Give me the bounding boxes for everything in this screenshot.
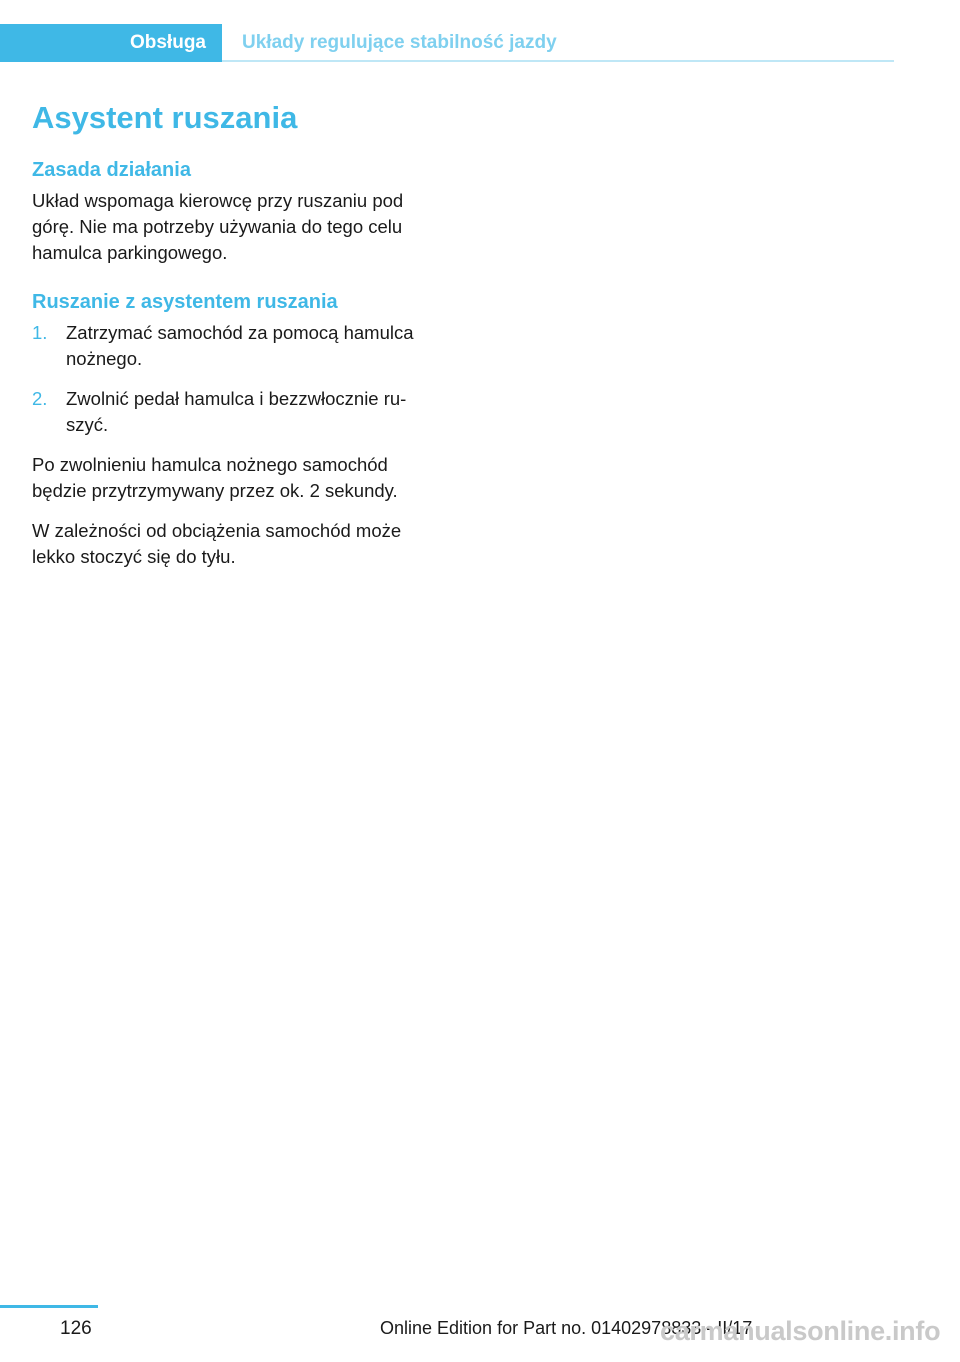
header-divider: [222, 60, 894, 62]
edition-note: Online Edition for Part no. 01402978833 - II/17: [380, 1318, 753, 1338]
steps-list: [32, 320, 442, 438]
watermark: carmanualsonline.info: [660, 1316, 941, 1346]
principle-heading: Zasada działania: [32, 159, 191, 181]
section-tab: Obsługa: [0, 24, 222, 62]
footer-divider: [0, 1305, 98, 1308]
note-rollback: W zależności od obciążenia samochód może lekko stoczyć się do tyłu.: [32, 520, 402, 567]
note-hold: Po zwolnieniu hamulca nożnego samochód będzie przytrzymywany przez ok. 2 sekundy.: [32, 454, 398, 501]
principle-text: Układ wspomaga kierowcę przy ruszaniu pod górę. Nie ma potrzeby używania do tego celu hamulca parkingowego.: [32, 190, 404, 263]
main-content: [32, 98, 442, 584]
step-number: 2.: [32, 388, 48, 409]
page-title: Asystent ruszania: [32, 100, 298, 135]
chapter-title: Układy regulujące stabilność jazdy: [242, 32, 557, 53]
page-number: 126: [60, 1318, 92, 1339]
step-text: Zwolnić pedał hamulca i bezzwłocznie ru-szyć.: [66, 388, 407, 435]
step-text: Zatrzymać samochód za pomocą hamulca nożnego.: [66, 322, 414, 369]
page-header: [0, 0, 960, 62]
list-item: [32, 320, 442, 372]
starting-heading: Ruszanie z asystentem ruszania: [32, 291, 338, 313]
list-item: [32, 386, 442, 438]
step-number: 1.: [32, 322, 48, 343]
